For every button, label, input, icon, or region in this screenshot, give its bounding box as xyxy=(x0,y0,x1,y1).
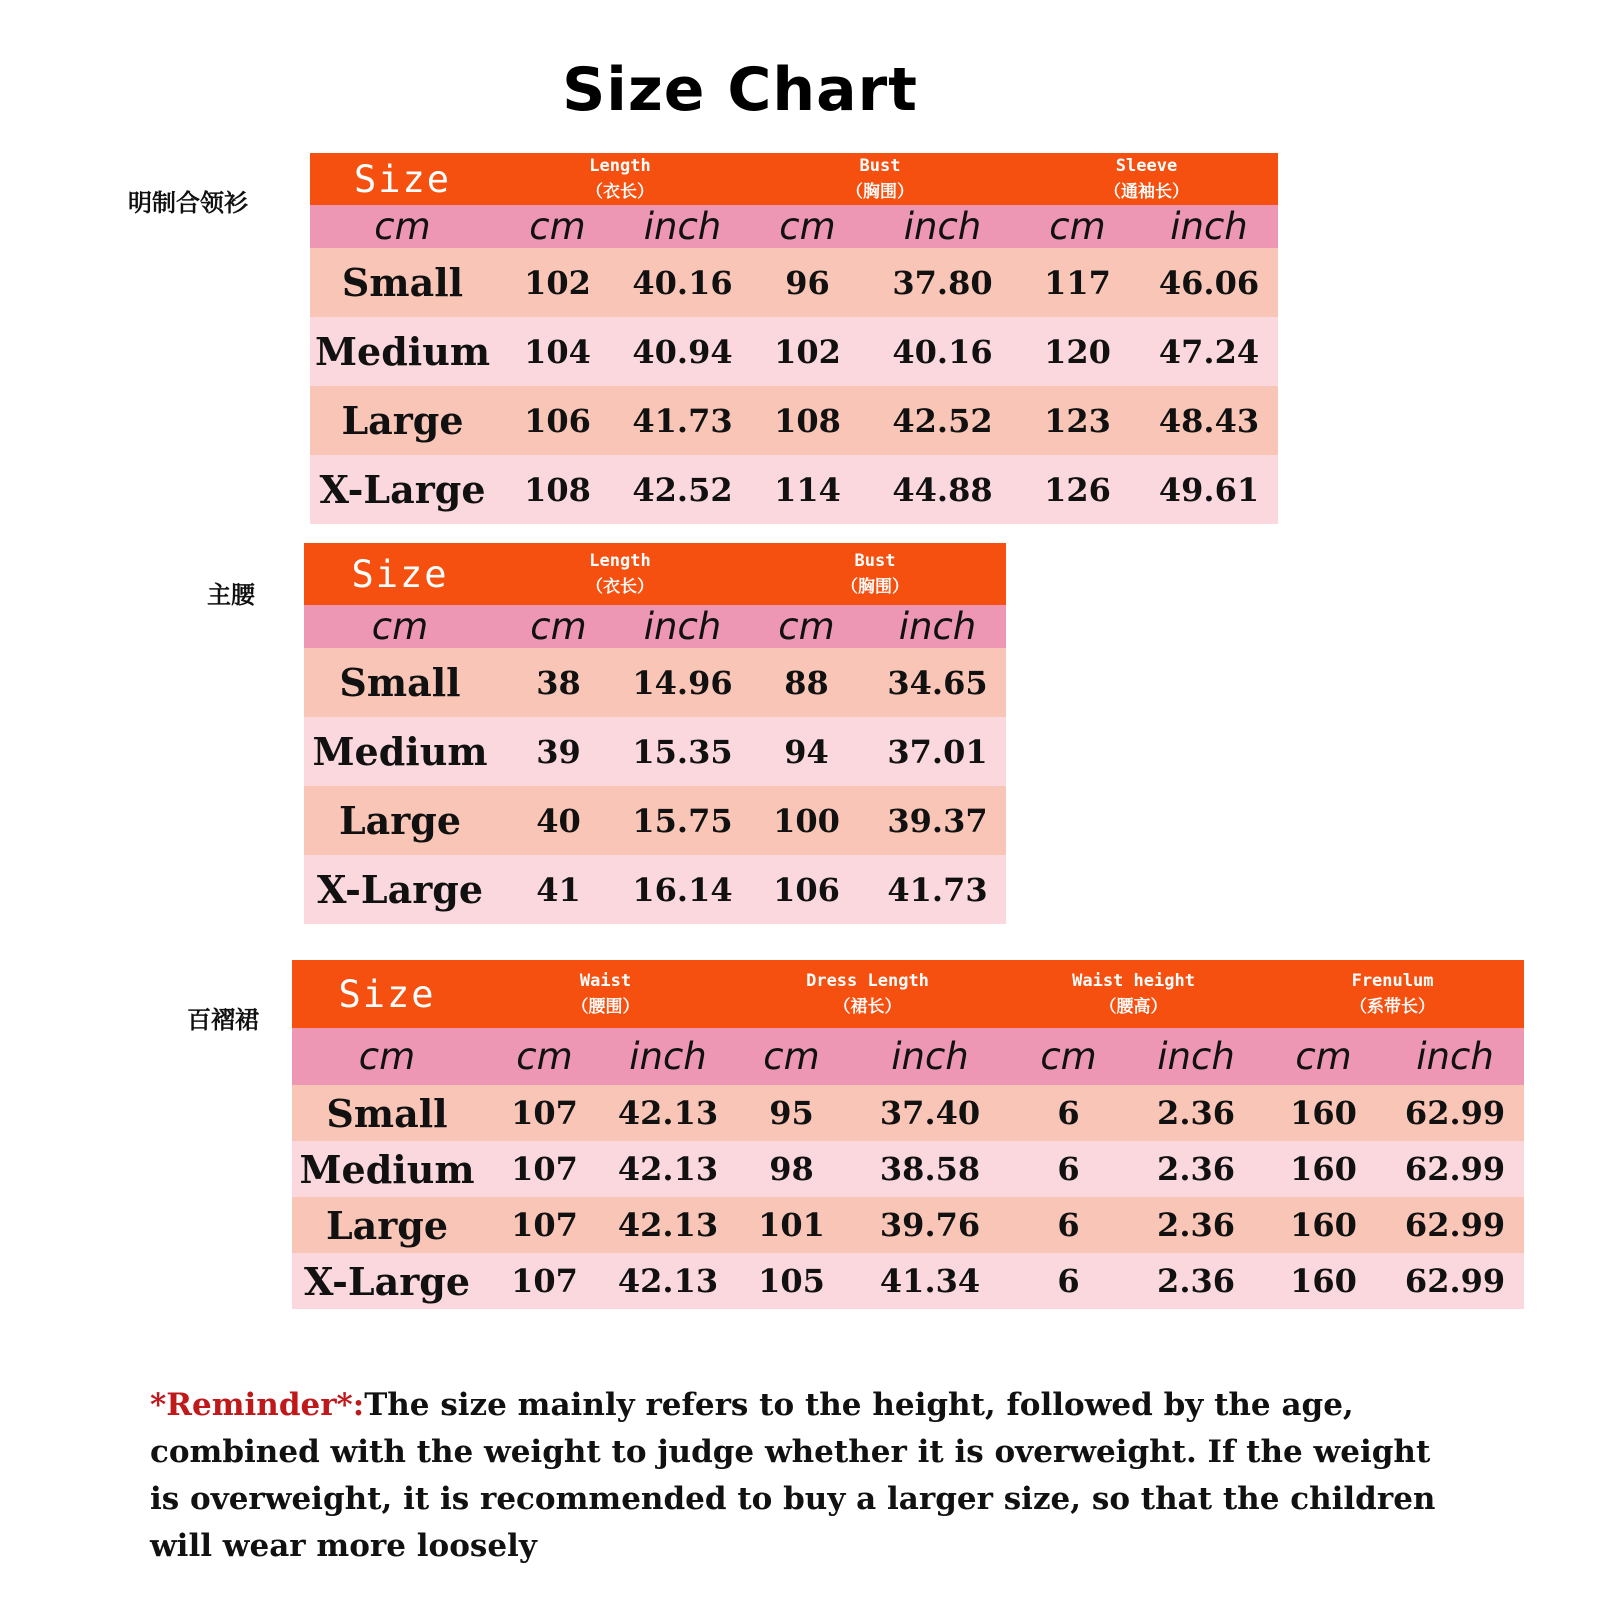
size-name: Large xyxy=(304,786,496,855)
table-cell: 16.14 xyxy=(621,855,744,924)
table-cell: 88 xyxy=(744,648,869,717)
table-row xyxy=(310,248,1278,317)
table-cell: 37.40 xyxy=(854,1085,1006,1141)
table-cell: 40.16 xyxy=(620,248,745,317)
table-cell: 46.06 xyxy=(1140,248,1278,317)
measurement-header-frenulum: Frenulum （系带长） xyxy=(1261,960,1524,1028)
measurement-header-waist: Waist （腰围） xyxy=(482,960,729,1028)
garment-label-skirt: 百褶裙 xyxy=(187,1006,259,1034)
table-cell: 114 xyxy=(745,455,870,524)
table-cell: 100 xyxy=(744,786,869,855)
table-cell: 14.96 xyxy=(621,648,744,717)
table-cell: 107 xyxy=(482,1197,607,1253)
table-cell: 15.35 xyxy=(621,717,744,786)
page-title: Size Chart xyxy=(562,55,918,125)
table-cell: 108 xyxy=(745,386,870,455)
size-name: Large xyxy=(292,1197,482,1253)
unit-label: cm xyxy=(744,605,869,648)
table-cell: 41 xyxy=(496,855,621,924)
reminder-note xyxy=(150,1382,1460,1570)
table-cell: 62.99 xyxy=(1386,1197,1524,1253)
table-cell: 37.80 xyxy=(870,248,1015,317)
table-cell: 6 xyxy=(1006,1085,1131,1141)
table-row xyxy=(304,786,1006,855)
unit-label: cm xyxy=(496,605,621,648)
table-cell: 98 xyxy=(729,1141,854,1197)
size-name: Medium xyxy=(310,317,495,386)
table-cell: 40.16 xyxy=(870,317,1015,386)
unit-label: cm xyxy=(310,205,495,248)
reminder-text: The size mainly refers to the height, followed by the age, combined with the weight to judge whether it is overweight. If the weight is overweight, it is recommended to buy a larger size, so that the children will wear more loosely xyxy=(150,1387,1436,1564)
table-cell: 41.34 xyxy=(854,1253,1006,1309)
size-name: X-Large xyxy=(292,1253,482,1309)
unit-label: inch xyxy=(854,1028,1006,1085)
table-cell: 40.94 xyxy=(620,317,745,386)
unit-label: cm xyxy=(304,605,496,648)
table-cell: 2.36 xyxy=(1131,1197,1261,1253)
unit-label: cm xyxy=(745,205,870,248)
unit-label: inch xyxy=(1131,1028,1261,1085)
size-header: Size xyxy=(304,543,496,605)
measurement-header-bust: Bust （胸围） xyxy=(744,543,1006,605)
table-cell: 101 xyxy=(729,1197,854,1253)
measurement-header-dress-length: Dress Length （裙长） xyxy=(729,960,1006,1028)
unit-label: inch xyxy=(1140,205,1278,248)
table-cell: 2.36 xyxy=(1131,1085,1261,1141)
table-row xyxy=(292,1141,1524,1197)
table-cell: 37.01 xyxy=(869,717,1006,786)
garment-label-bodice: 主腰 xyxy=(207,581,255,609)
table-cell: 2.36 xyxy=(1131,1141,1261,1197)
table-cell: 42.13 xyxy=(607,1197,729,1253)
unit-label: cm xyxy=(1015,205,1140,248)
table-cell: 42.52 xyxy=(870,386,1015,455)
table-cell: 39.76 xyxy=(854,1197,1006,1253)
unit-label: inch xyxy=(607,1028,729,1085)
table-cell: 39 xyxy=(496,717,621,786)
size-name: X-Large xyxy=(304,855,496,924)
table-cell: 40 xyxy=(496,786,621,855)
garment-label-shirt: 明制合领衫 xyxy=(128,189,248,217)
table-cell: 41.73 xyxy=(620,386,745,455)
table-cell: 126 xyxy=(1015,455,1140,524)
size-table-shirt xyxy=(310,153,1278,524)
table-cell: 2.36 xyxy=(1131,1253,1261,1309)
measurement-header-length: Length （衣长） xyxy=(496,543,744,605)
table-cell: 94 xyxy=(744,717,869,786)
table-cell: 104 xyxy=(495,317,620,386)
size-header: Size xyxy=(292,960,482,1028)
unit-label: inch xyxy=(870,205,1015,248)
measurement-header-waist-height: Waist height （腰高） xyxy=(1006,960,1261,1028)
table-cell: 106 xyxy=(744,855,869,924)
table-row xyxy=(304,855,1006,924)
size-header: Size xyxy=(310,153,495,205)
table-cell: 34.65 xyxy=(869,648,1006,717)
table-cell: 42.13 xyxy=(607,1253,729,1309)
unit-label: cm xyxy=(1261,1028,1386,1085)
unit-label: inch xyxy=(620,205,745,248)
table-cell: 95 xyxy=(729,1085,854,1141)
table-cell: 6 xyxy=(1006,1197,1131,1253)
table-row xyxy=(310,386,1278,455)
size-name: Medium xyxy=(304,717,496,786)
size-name: Medium xyxy=(292,1141,482,1197)
table-cell: 107 xyxy=(482,1085,607,1141)
table-cell: 48.43 xyxy=(1140,386,1278,455)
unit-label: cm xyxy=(292,1028,482,1085)
table-cell: 62.99 xyxy=(1386,1085,1524,1141)
size-name: Small xyxy=(304,648,496,717)
table-cell: 42.52 xyxy=(620,455,745,524)
table-cell: 107 xyxy=(482,1253,607,1309)
table-cell: 160 xyxy=(1261,1141,1386,1197)
table-cell: 160 xyxy=(1261,1197,1386,1253)
table-cell: 160 xyxy=(1261,1253,1386,1309)
table-cell: 42.13 xyxy=(607,1141,729,1197)
unit-label: inch xyxy=(1386,1028,1524,1085)
table-cell: 49.61 xyxy=(1140,455,1278,524)
reminder-tag: *Reminder*: xyxy=(150,1387,365,1423)
table-cell: 160 xyxy=(1261,1085,1386,1141)
unit-label: cm xyxy=(1006,1028,1131,1085)
table-cell: 39.37 xyxy=(869,786,1006,855)
table-row xyxy=(310,317,1278,386)
table-cell: 106 xyxy=(495,386,620,455)
table-cell: 41.73 xyxy=(869,855,1006,924)
table-cell: 102 xyxy=(745,317,870,386)
table-row xyxy=(292,1253,1524,1309)
unit-label: cm xyxy=(729,1028,854,1085)
table-cell: 96 xyxy=(745,248,870,317)
table-cell: 123 xyxy=(1015,386,1140,455)
table-row xyxy=(292,1085,1524,1141)
table-cell: 102 xyxy=(495,248,620,317)
table-row xyxy=(310,455,1278,524)
unit-label: cm xyxy=(495,205,620,248)
size-table-skirt xyxy=(292,960,1524,1309)
table-cell: 38 xyxy=(496,648,621,717)
table-cell: 38.58 xyxy=(854,1141,1006,1197)
table-cell: 42.13 xyxy=(607,1085,729,1141)
table-cell: 108 xyxy=(495,455,620,524)
table-cell: 107 xyxy=(482,1141,607,1197)
table-cell: 47.24 xyxy=(1140,317,1278,386)
table-cell: 62.99 xyxy=(1386,1253,1524,1309)
table-cell: 117 xyxy=(1015,248,1140,317)
size-name: Small xyxy=(292,1085,482,1141)
unit-label: inch xyxy=(869,605,1006,648)
table-row xyxy=(304,648,1006,717)
table-cell: 105 xyxy=(729,1253,854,1309)
unit-label: inch xyxy=(621,605,744,648)
measurement-header-length: Length （衣长） xyxy=(495,153,745,205)
size-table-bodice xyxy=(304,543,1006,924)
measurement-header-bust: Bust （胸围） xyxy=(745,153,1015,205)
table-cell: 6 xyxy=(1006,1141,1131,1197)
table-cell: 120 xyxy=(1015,317,1140,386)
size-name: X-Large xyxy=(310,455,495,524)
size-name: Large xyxy=(310,386,495,455)
size-name: Small xyxy=(310,248,495,317)
table-cell: 62.99 xyxy=(1386,1141,1524,1197)
table-row xyxy=(292,1197,1524,1253)
unit-label: cm xyxy=(482,1028,607,1085)
table-cell: 44.88 xyxy=(870,455,1015,524)
measurement-header-sleeve: Sleeve （通袖长） xyxy=(1015,153,1278,205)
table-cell: 15.75 xyxy=(621,786,744,855)
table-row xyxy=(304,717,1006,786)
table-cell: 6 xyxy=(1006,1253,1131,1309)
